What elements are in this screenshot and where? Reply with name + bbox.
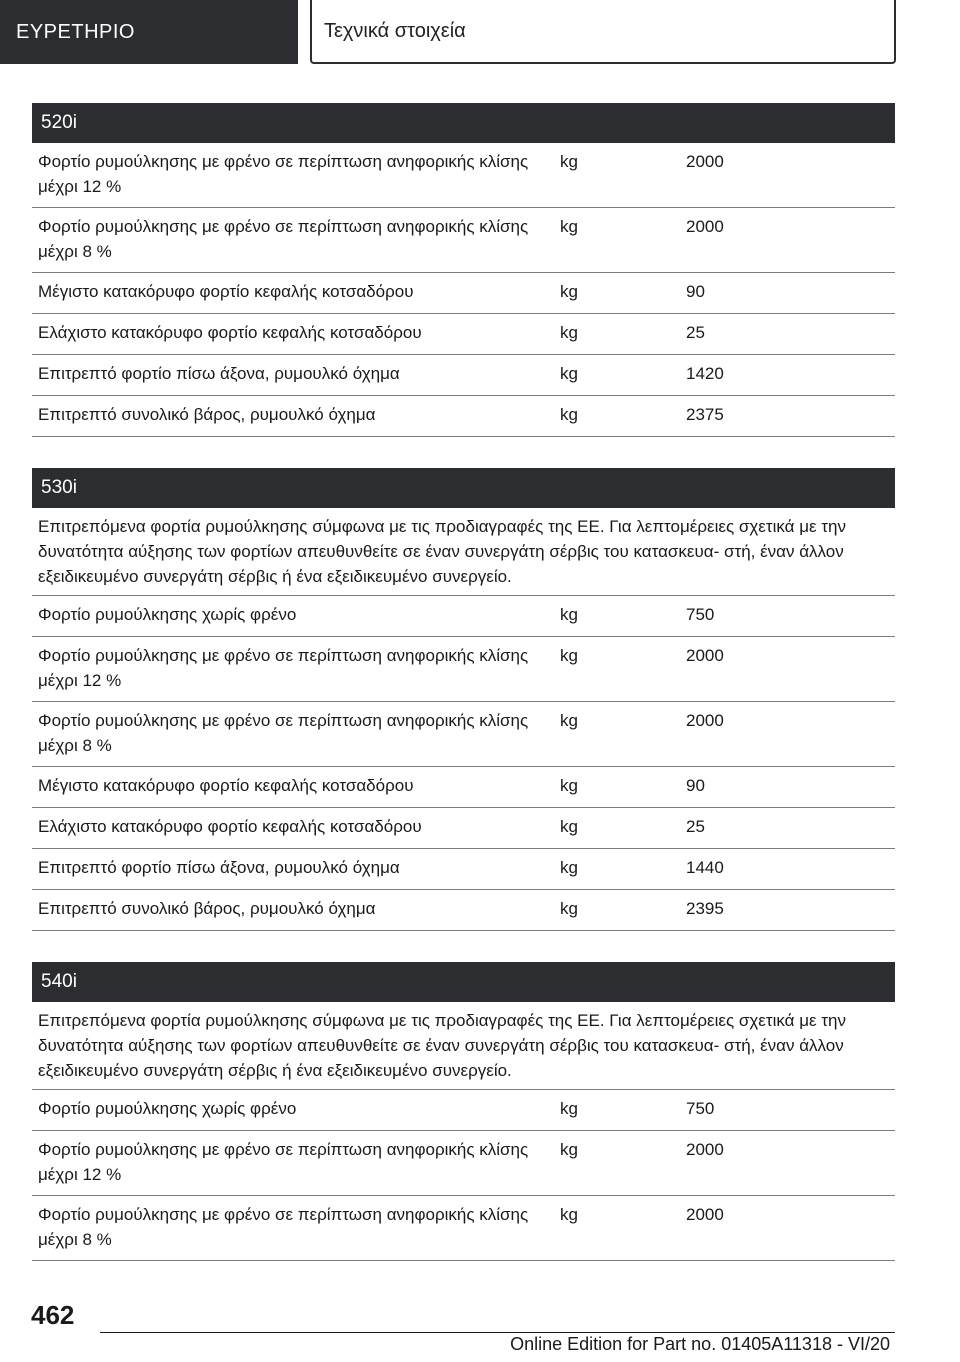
row-description: Επιτρεπτό φορτίο πίσω άξονα, ρυμουλκό όχημα — [38, 858, 400, 877]
section-530i — [32, 468, 895, 931]
row-unit: kg — [560, 323, 578, 342]
row-description: Φορτίο ρυμούλκησης με φρένο σε περίπτωση ανηφορικής κλίσης μέχρι 12 % — [38, 1140, 529, 1184]
row-description: Φορτίο ρυμούλκησης χωρίς φρένο — [38, 1099, 297, 1118]
table-row — [32, 1131, 895, 1196]
table-row — [32, 808, 895, 849]
row-unit: kg — [560, 364, 578, 383]
section-520i — [32, 103, 895, 437]
row-unit: kg — [560, 405, 578, 424]
row-unit: kg — [560, 282, 578, 301]
row-unit: kg — [560, 711, 578, 730]
row-description: Επιτρεπτό συνολικό βάρος, ρυμουλκό όχημα — [38, 899, 376, 918]
edition-note: Online Edition for Part no. 01405A11318 - VI/20 — [510, 1334, 890, 1354]
row-description: Φορτίο ρυμούλκησης με φρένο σε περίπτωση ανηφορικής κλίσης μέχρι 8 % — [38, 711, 529, 755]
table-row — [32, 314, 895, 355]
row-value: 750 — [686, 605, 715, 624]
row-unit: kg — [560, 899, 578, 918]
row-description: Φορτίο ρυμούλκησης με φρένο σε περίπτωση ανηφορικής κλίσης μέχρι 12 % — [38, 646, 529, 690]
row-unit: kg — [560, 152, 578, 171]
section-heading: 530i — [32, 468, 895, 508]
table-row — [32, 890, 895, 931]
row-unit: kg — [560, 858, 578, 877]
row-value: 90 — [686, 282, 705, 301]
row-value: 750 — [686, 1099, 715, 1118]
row-value: 2000 — [686, 217, 724, 236]
table-row — [32, 143, 895, 208]
row-value: 2000 — [686, 646, 724, 665]
row-description: Μέγιστο κατακόρυφο φορτίο κεφαλής κοτσαδόρου — [38, 282, 414, 301]
table-row — [32, 396, 895, 437]
index-tab[interactable]: ΕΥΡΕΤΗΡΙΟ — [0, 0, 298, 64]
section-note: Επιτρεπόμενα φορτία ρυμούλκησης σύμφωνα με τις προδιαγραφές της ΕΕ. Για λεπτομέρειες σχετικά με την δυνατότητα αύξησης των φορτίων απευθυνθείτε σε έναν συνεργάτη σέρβις του κατασκευα- στή, έναν άλλον εξειδικευμένο συνεργάτη σέρβις ή ένα εξειδικευμένο συνεργείο. — [32, 1002, 895, 1090]
table-row — [32, 702, 895, 767]
row-description: Ελάχιστο κατακόρυφο φορτίο κεφαλής κοτσαδόρου — [38, 323, 422, 342]
row-value: 25 — [686, 817, 705, 836]
table-row — [32, 273, 895, 314]
row-description: Φορτίο ρυμούλκησης με φρένο σε περίπτωση ανηφορικής κλίσης μέχρι 12 % — [38, 152, 529, 196]
row-unit: kg — [560, 1099, 578, 1118]
row-value: 2000 — [686, 152, 724, 171]
spec-content — [32, 103, 895, 1292]
page-number: 462 — [31, 1300, 75, 1330]
row-unit: kg — [560, 646, 578, 665]
row-unit: kg — [560, 776, 578, 795]
row-value: 2375 — [686, 405, 724, 424]
section-note: Επιτρεπόμενα φορτία ρυμούλκησης σύμφωνα με τις προδιαγραφές της ΕΕ. Για λεπτομέρειες σχετικά με την δυνατότητα αύξησης των φορτίων απευθυνθείτε σε έναν συνεργάτη σέρβις του κατασκευα- στή, έναν άλλον εξειδικευμένο συνεργάτη σέρβις ή ένα εξειδικευμένο συνεργείο. — [32, 508, 895, 596]
row-unit: kg — [560, 605, 578, 624]
row-description: Μέγιστο κατακόρυφο φορτίο κεφαλής κοτσαδόρου — [38, 776, 414, 795]
row-unit: kg — [560, 1140, 578, 1159]
section-title-tab: Τεχνικά στοιχεία — [310, 0, 896, 64]
table-row — [32, 355, 895, 396]
row-value: 1440 — [686, 858, 724, 877]
row-value: 90 — [686, 776, 705, 795]
table-row — [32, 767, 895, 808]
row-description: Επιτρεπτό φορτίο πίσω άξονα, ρυμουλκό όχημα — [38, 364, 400, 383]
table-row — [32, 849, 895, 890]
page-footer — [0, 1290, 960, 1362]
table-row — [32, 1196, 895, 1261]
section-540i — [32, 962, 895, 1261]
row-value: 25 — [686, 323, 705, 342]
table-row — [32, 1090, 895, 1131]
table-row — [32, 596, 895, 637]
row-description: Επιτρεπτό συνολικό βάρος, ρυμουλκό όχημα — [38, 405, 376, 424]
section-heading: 520i — [32, 103, 895, 143]
row-unit: kg — [560, 1205, 578, 1224]
row-value: 2000 — [686, 1205, 724, 1224]
table-row — [32, 637, 895, 702]
section-heading: 540i — [32, 962, 895, 1002]
table-row — [32, 208, 895, 273]
row-value: 2395 — [686, 899, 724, 918]
row-value: 1420 — [686, 364, 724, 383]
page-header — [0, 0, 960, 66]
row-description: Ελάχιστο κατακόρυφο φορτίο κεφαλής κοτσαδόρου — [38, 817, 422, 836]
row-value: 2000 — [686, 1140, 724, 1159]
row-description: Φορτίο ρυμούλκησης με φρένο σε περίπτωση ανηφορικής κλίσης μέχρι 8 % — [38, 217, 529, 261]
footer-divider — [100, 1332, 895, 1333]
row-value: 2000 — [686, 711, 724, 730]
row-description: Φορτίο ρυμούλκησης χωρίς φρένο — [38, 605, 297, 624]
row-description: Φορτίο ρυμούλκησης με φρένο σε περίπτωση ανηφορικής κλίσης μέχρι 8 % — [38, 1205, 529, 1249]
row-unit: kg — [560, 217, 578, 236]
row-unit: kg — [560, 817, 578, 836]
